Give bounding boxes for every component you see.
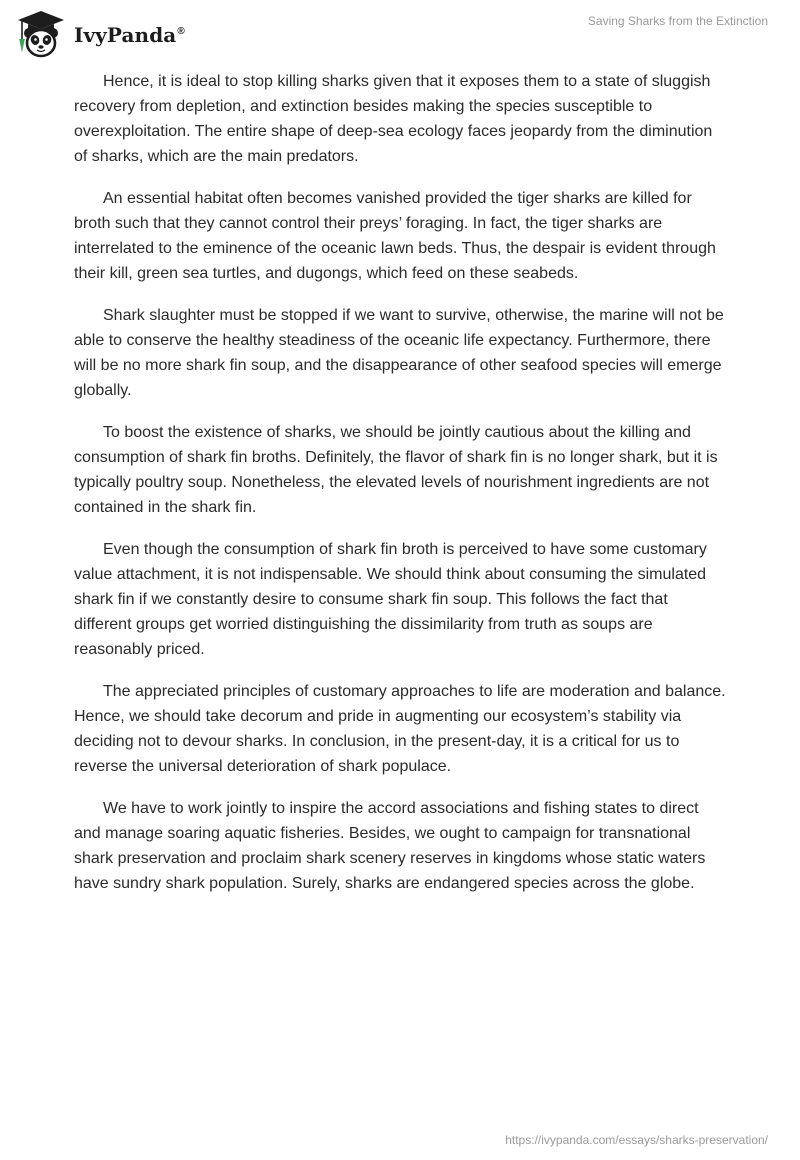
paragraph: The appreciated principles of customary approaches to life are moderation and balance. Hence, we should take decorum and pride in augmenting our ecosystem’s stability via deciding not to devour sharks. In conclusion, in the present-day, it is a critical for us to reverse the universal deterioration of shark populace. (74, 683, 726, 775)
paragraph: Even though the consumption of shark fin broth is perceived to have some customary value attachment, it is not indispensable. We should think about consuming the simulated shark fin if we constantly desire to consume shark fin soup. This follows the fact that different groups get worried distinguishing the dissimilarity from truth as soups are reasonably priced. (74, 541, 707, 658)
paragraph: An essential habitat often becomes vanished provided the tiger sharks are killed for broth such that they cannot control their preys’ foraging. In fact, the tiger sharks are interrelated to the eminence of the oceanic lawn beds. Thus, the despair is evident through their kill, green sea turtles, and dugongs, which feed on these seabeds. (74, 190, 716, 282)
registered-mark: ® (177, 26, 185, 38)
source-url-link[interactable]: https://ivypanda.com/essays/sharks-preservation/ (505, 1133, 768, 1147)
panda-graduate-logo-icon (14, 9, 68, 59)
document-title: Saving Sharks from the Extinction (587, 14, 768, 28)
essay-body (74, 69, 726, 913)
brand-name (74, 23, 185, 47)
brand-name-text: IvyPanda (74, 23, 177, 47)
page-header (0, 0, 800, 60)
paragraph: Hence, it is ideal to stop killing sharks given that it exposes them to a state of sluggish recovery from depletion, and extinction besides making the species susceptible to overexploitation. The entire shape of deep-sea ecology faces jeopardy from the diminution of sharks, which are the main predators. (74, 73, 713, 165)
paragraph: To boost the existence of sharks, we should be jointly cautious about the killing and consumption of shark fin broths. Definitely, the flavor of shark fin is no longer shark, but it is typically poultry soup. Nonetheless, the elevated levels of nourishment ingredients are not contained in the shark fin. (74, 424, 718, 516)
brand-logo[interactable] (14, 9, 185, 59)
paragraph: We have to work jointly to inspire the accord associations and fishing states to direct and manage soaring aquatic fisheries. Besides, we ought to campaign for transnational shark preservation and proclaim shark scenery reserves in kingdoms whose static waters have sundry shark population. Surely, sharks are endangered species across the globe. (74, 800, 706, 892)
paragraph: Shark slaughter must be stopped if we want to survive, otherwise, the marine will not be able to conserve the healthy steadiness of the oceanic life expectancy. Furthermore, there will be no more shark fin soup, and the disappearance of other seafood species will emerge globally. (74, 307, 724, 399)
